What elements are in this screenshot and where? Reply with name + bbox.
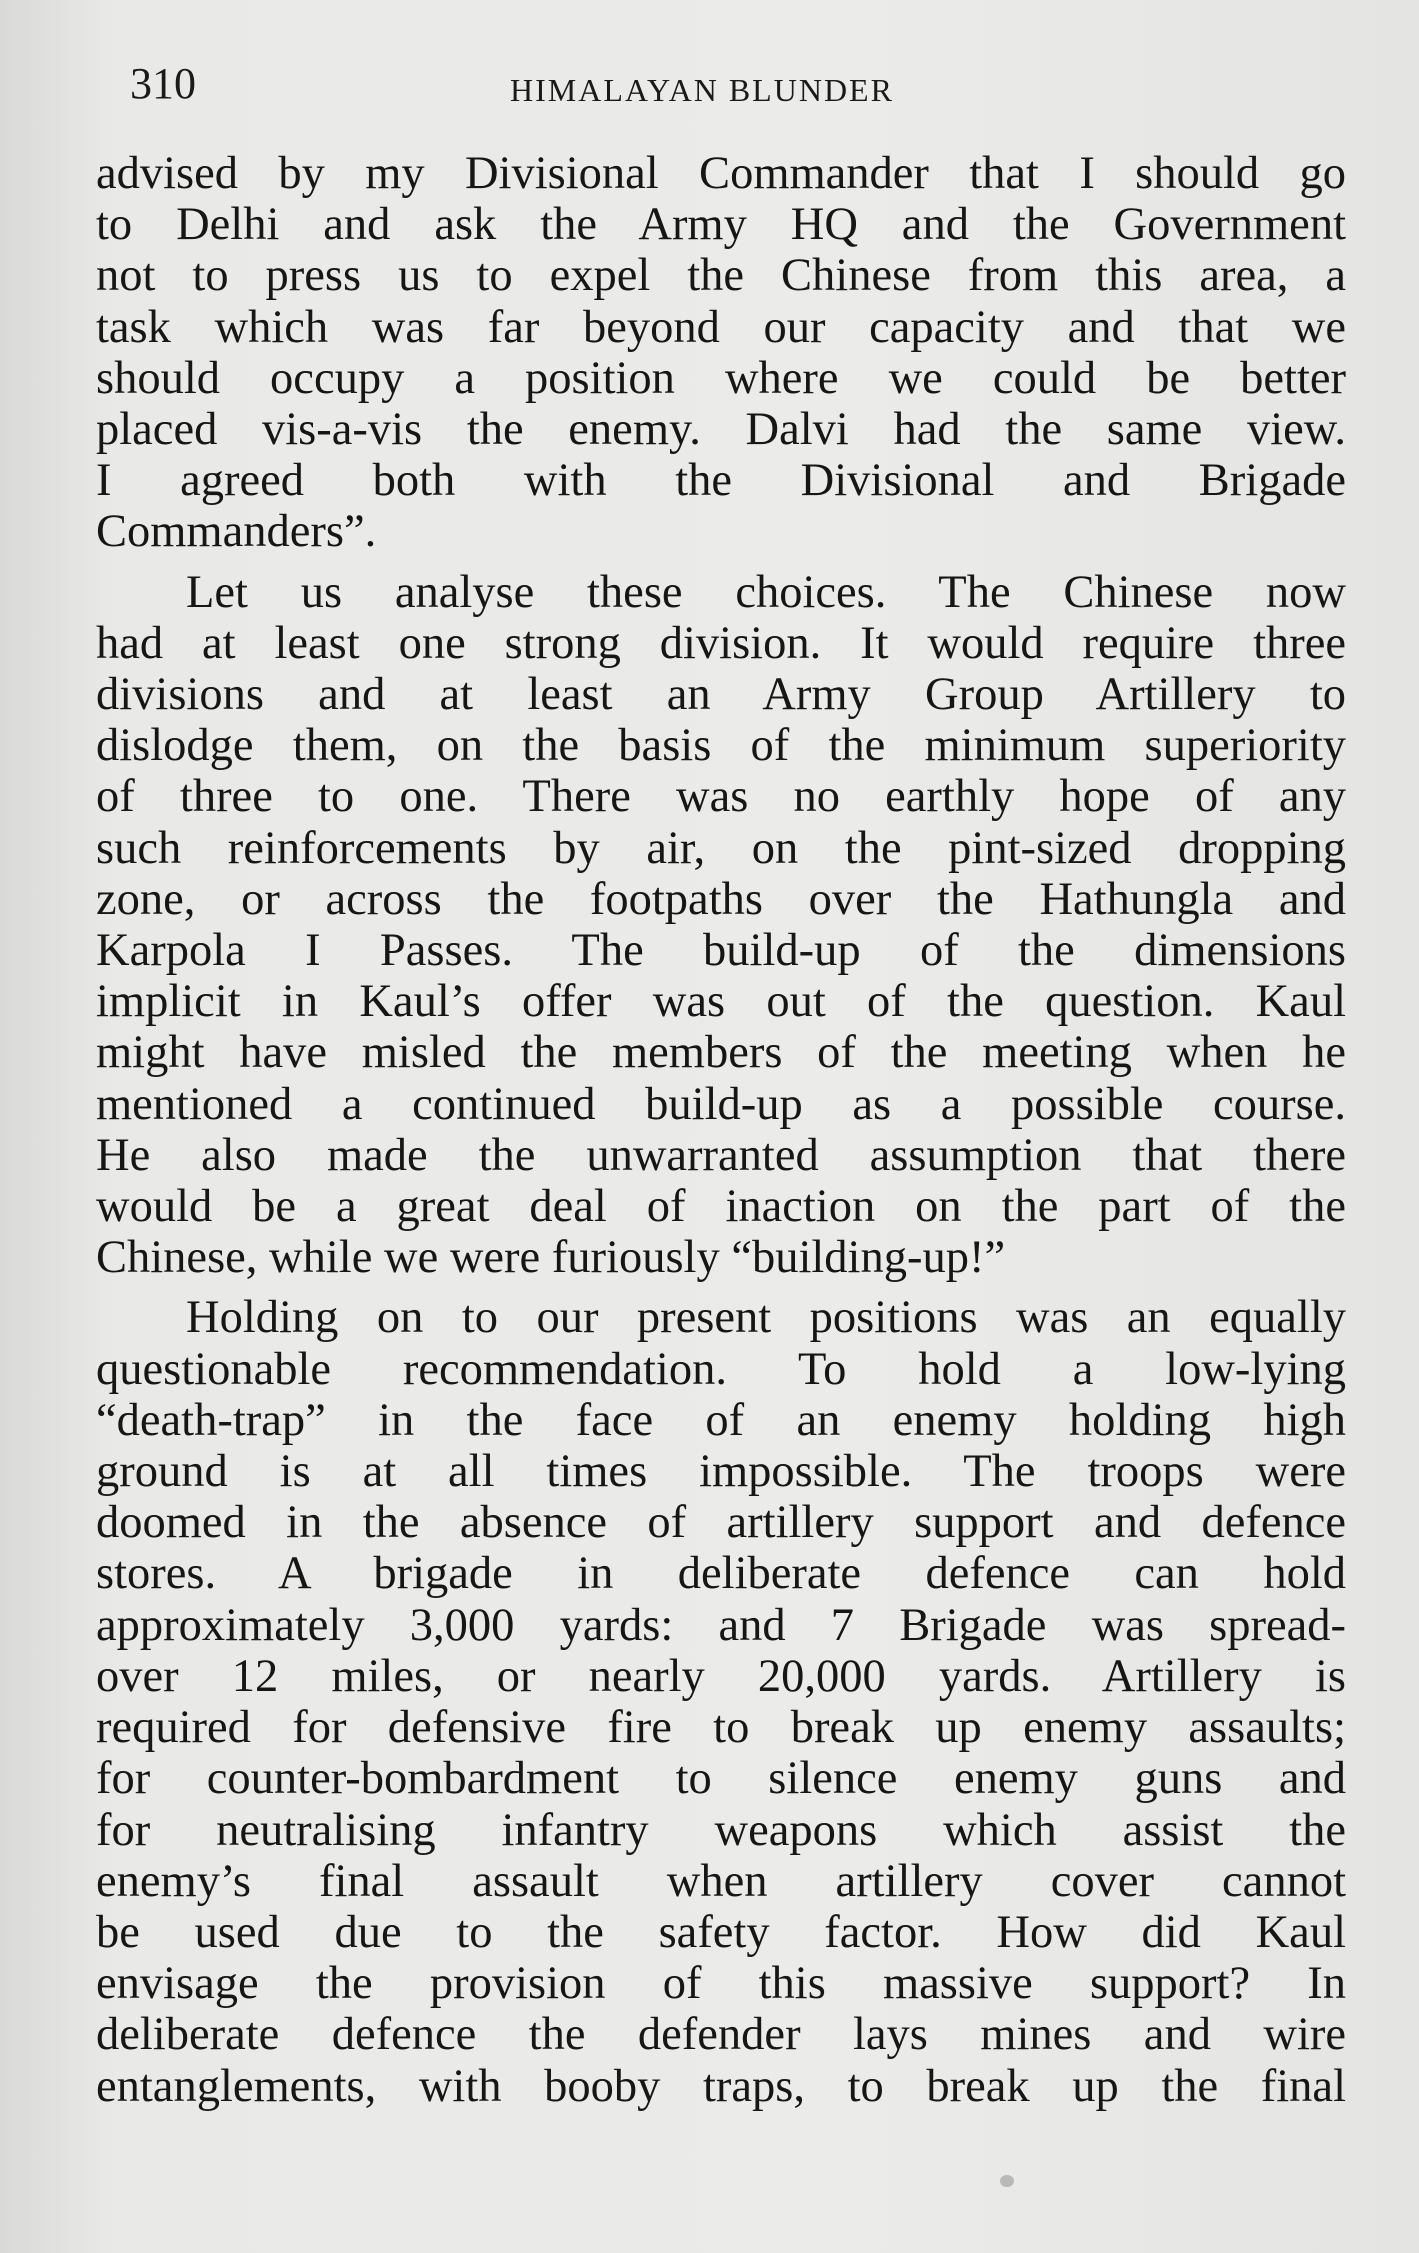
text-line: might have misled the members of the meeting when he — [96, 1027, 1346, 1079]
text-line: ground is at all times impossible. The troops were — [96, 1446, 1346, 1498]
text-line: Karpola I Passes. The build-up of the dimensions — [96, 925, 1346, 977]
text-line: advised by my Divisional Commander that I should go — [96, 148, 1346, 199]
text-line: implicit in Kaul’s offer was out of the question. Kaul — [96, 976, 1346, 1028]
text-line: approximately 3,000 yards: and 7 Brigade was spread- — [96, 1599, 1346, 1651]
text-line: entanglements, with booby traps, to break up the final — [96, 2060, 1346, 2112]
paragraph-1 — [96, 148, 1346, 558]
text-line: stores. A brigade in deliberate defence can hold — [96, 1548, 1346, 1600]
text-line: questionable recommendation. To hold a low-lying — [96, 1343, 1346, 1395]
text-line: placed vis-a-vis the enemy. Dalvi had the same view. — [96, 404, 1346, 456]
text-line: dislodge them, on the basis of the minimum superiority — [96, 720, 1346, 772]
text-line: should occupy a position where we could be better — [96, 352, 1346, 404]
text-line: task which was far beyond our capacity and that we — [96, 301, 1346, 353]
text-line: I agreed both with the Divisional and Brigade — [96, 455, 1346, 507]
text-line: deliberate defence the defender lays mines and wire — [96, 2009, 1346, 2061]
text-line: zone, or across the footpaths over the Hathungla and — [96, 873, 1346, 925]
text-line: enemy’s final assault when artillery cover cannot — [96, 1855, 1346, 1907]
text-line: Holding on to our present positions was an equally — [186, 1292, 1346, 1344]
text-line: of three to one. There was no earthly hope of any — [96, 771, 1346, 823]
text-line: had at least one strong division. It would require three — [96, 617, 1346, 669]
text-line: Commanders”. — [96, 506, 377, 558]
text-line: would be a great deal of inaction on the part of the — [96, 1181, 1346, 1233]
text-line: required for defensive fire to break up enemy assaults; — [96, 1702, 1346, 1754]
text-line: He also made the unwarranted assumption that there — [96, 1129, 1346, 1181]
text-line: to Delhi and ask the Army HQ and the Government — [96, 199, 1346, 251]
text-line: such reinforcements by air, on the pint-sized dropping — [96, 822, 1346, 874]
running-title: HIMALAYAN BLUNDER — [510, 72, 894, 108]
text-line: for neutralising infantry weapons which assist the — [96, 1804, 1346, 1856]
text-line: not to press us to expel the Chinese from this area, a — [96, 250, 1346, 302]
text-line: “death-trap” in the face of an enemy holding high — [96, 1394, 1346, 1446]
body-text — [96, 148, 1346, 2121]
text-line: doomed in the absence of artillery support and defence — [96, 1497, 1346, 1549]
text-line: mentioned a continued build-up as a possible course. — [96, 1078, 1346, 1130]
text-line: envisage the provision of this massive support? In — [96, 1958, 1346, 2010]
text-line: Chinese, while we were furiously “building-up!” — [96, 1232, 1006, 1284]
paragraph-3 — [96, 1292, 1346, 2111]
paragraph-2 — [96, 567, 1346, 1284]
page-header — [130, 58, 1360, 118]
text-line: Let us analyse these choices. The Chinese now — [186, 566, 1346, 618]
text-line: divisions and at least an Army Group Artillery to — [96, 669, 1346, 721]
page-number: 310 — [130, 59, 196, 108]
paper-speck — [1000, 2175, 1014, 2187]
text-line: be used due to the safety factor. How did Kaul — [96, 1906, 1346, 1958]
text-line: over 12 miles, or nearly 20,000 yards. Artillery is — [96, 1650, 1346, 1702]
text-line: for counter-bombardment to silence enemy guns and — [96, 1753, 1346, 1805]
